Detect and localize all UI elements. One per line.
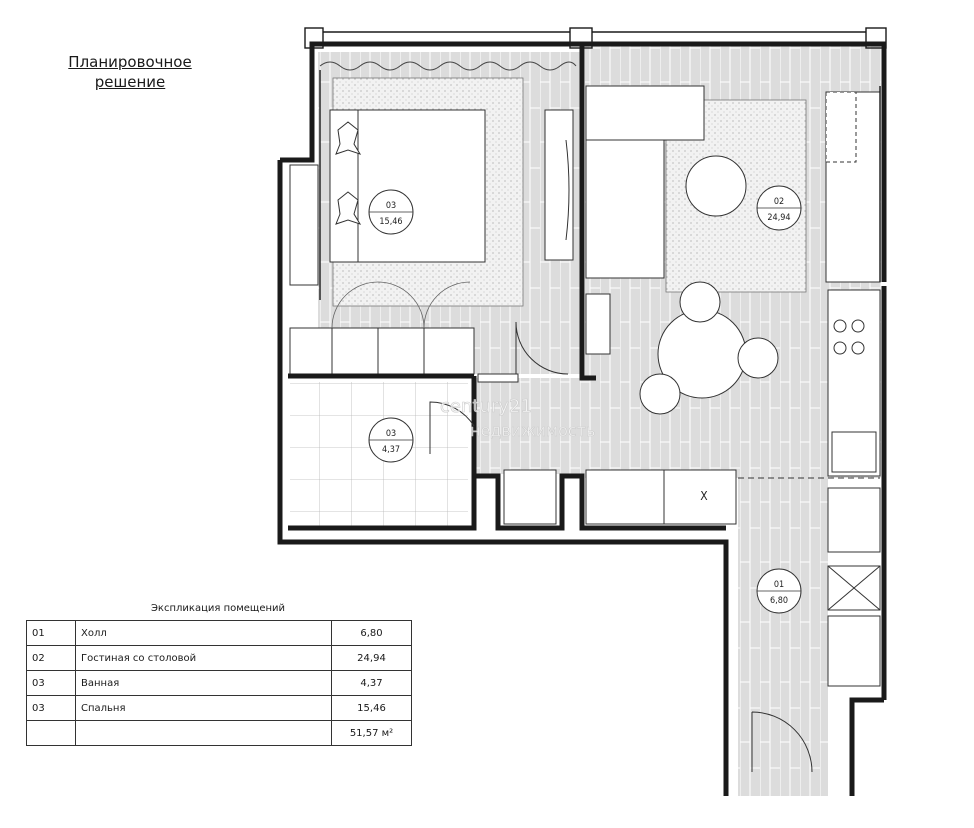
total-row-empty-2 (76, 721, 332, 746)
watermark-line-1: century21 (440, 396, 532, 417)
room-tag-hall-area: 6,80 (769, 596, 789, 606)
room-tag-bathroom-number: 03 (385, 429, 397, 439)
row-name: Гостиная со столовой (76, 646, 332, 671)
row-number: 03 (27, 671, 76, 696)
hall-storage (828, 488, 880, 686)
plan-title-line-1: Планировочное (68, 53, 192, 71)
row-area: 4,37 (332, 671, 412, 696)
room-tag-bathroom (369, 418, 413, 462)
row-name: Спальня (76, 696, 332, 721)
coffee-table (686, 156, 746, 216)
room-tag-living-area: 24,94 (767, 213, 791, 223)
double-bed (330, 110, 485, 262)
explication-caption: Экспликация помещений (150, 603, 286, 614)
plan-title-line-2: решение (94, 73, 166, 91)
room-tag-living-number: 02 (773, 197, 785, 207)
watermark-line-2: недвижимость (470, 421, 596, 440)
room-tag-bathroom-area: 4,37 (381, 445, 401, 455)
table-row (27, 646, 412, 671)
room-tag-hall (757, 569, 801, 613)
row-number: 01 (27, 621, 76, 646)
room-tag-hall-number: 01 (773, 580, 785, 590)
row-number: 02 (27, 646, 76, 671)
row-area: 15,46 (332, 696, 412, 721)
living-cabinet (586, 294, 610, 354)
total-row (27, 721, 412, 746)
row-area: 24,94 (332, 646, 412, 671)
corridor-mark: X (700, 489, 708, 503)
room-tag-bedroom (369, 190, 413, 234)
total-row-empty-1 (27, 721, 76, 746)
row-area: 6,80 (332, 621, 412, 646)
row-name: Холл (76, 621, 332, 646)
table-row (27, 621, 412, 646)
row-number: 03 (27, 696, 76, 721)
total-area: 51,57 м² (332, 721, 412, 746)
bedroom-closet (290, 328, 474, 374)
room-tag-bedroom-area: 15,46 (379, 217, 403, 227)
row-name: Ванная (76, 671, 332, 696)
bedroom-side-shelf (290, 165, 318, 285)
room-tag-living (757, 186, 801, 230)
table-row (27, 696, 412, 721)
room-tag-bedroom-number: 03 (385, 201, 397, 211)
table-row (27, 671, 412, 696)
explication-table (26, 620, 412, 746)
